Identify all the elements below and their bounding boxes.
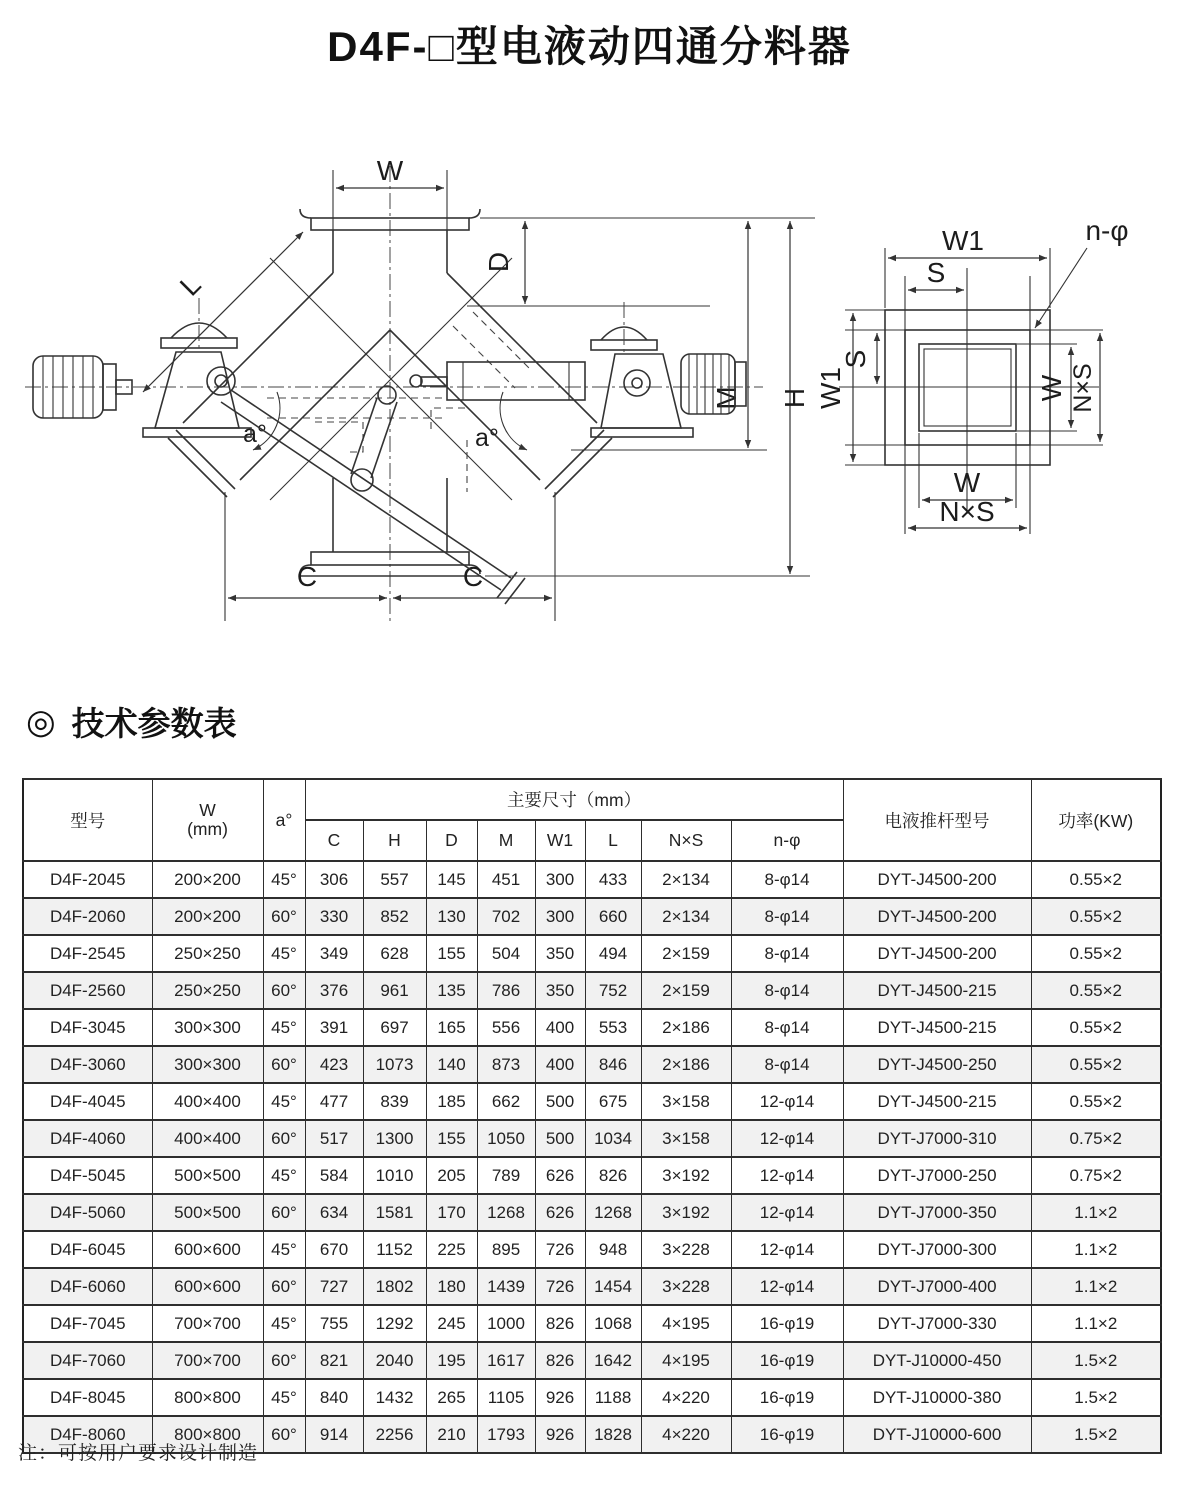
table-cell: DYT-J4500-200 <box>843 935 1031 972</box>
table-cell: 697 <box>363 1009 426 1046</box>
dim-label-w: W <box>376 155 404 186</box>
table-cell: 8-φ14 <box>731 898 843 935</box>
table-cell: 1802 <box>363 1268 426 1305</box>
table-cell: 914 <box>305 1416 363 1453</box>
table-cell: DYT-J4500-215 <box>843 1009 1031 1046</box>
table-cell: D4F-3045 <box>23 1009 152 1046</box>
table-cell: DYT-J10000-380 <box>843 1379 1031 1416</box>
dim-label-d: D <box>483 251 514 273</box>
table-cell: D4F-5060 <box>23 1194 152 1231</box>
table-cell: DYT-J10000-600 <box>843 1416 1031 1453</box>
dim-label-nxs-bottom: N×S <box>939 496 995 527</box>
table-cell: 200×200 <box>152 898 263 935</box>
table-cell: 433 <box>585 861 641 898</box>
table-cell: 873 <box>477 1046 535 1083</box>
table-cell: DYT-J7000-300 <box>843 1231 1031 1268</box>
table-cell: 948 <box>585 1231 641 1268</box>
table-cell: 60° <box>263 1268 305 1305</box>
table-cell: 1188 <box>585 1379 641 1416</box>
table-row <box>23 935 1161 972</box>
table-row <box>23 1268 1161 1305</box>
table-cell: 1581 <box>363 1194 426 1231</box>
section-heading <box>26 698 237 745</box>
table-cell: 800×800 <box>152 1379 263 1416</box>
table-cell: DYT-J7000-310 <box>843 1120 1031 1157</box>
table-cell: D4F-4060 <box>23 1120 152 1157</box>
header-dim-nxs: N×S <box>641 820 731 861</box>
table-cell: 1617 <box>477 1342 535 1379</box>
table-cell: 789 <box>477 1157 535 1194</box>
table-cell: 1152 <box>363 1231 426 1268</box>
header-dim-m: M <box>477 820 535 861</box>
table-cell: 726 <box>535 1231 585 1268</box>
table-cell: 140 <box>426 1046 477 1083</box>
table-row <box>23 861 1161 898</box>
table-cell: 0.55×2 <box>1031 861 1161 898</box>
table-cell: 600×600 <box>152 1268 263 1305</box>
table-cell: DYT-J7000-250 <box>843 1157 1031 1194</box>
table-cell: 1073 <box>363 1046 426 1083</box>
table-cell: 3×228 <box>641 1268 731 1305</box>
table-cell: 300 <box>535 861 585 898</box>
table-cell: 306 <box>305 861 363 898</box>
table-cell: 400 <box>535 1046 585 1083</box>
header-dim-d: D <box>426 820 477 861</box>
table-cell: 250×250 <box>152 935 263 972</box>
table-row <box>23 1342 1161 1379</box>
table-cell: 500×500 <box>152 1157 263 1194</box>
table-cell: D4F-4045 <box>23 1083 152 1120</box>
table-cell: 500 <box>535 1120 585 1157</box>
table-cell: 185 <box>426 1083 477 1120</box>
table-cell: D4F-6060 <box>23 1268 152 1305</box>
left-motor-assembly <box>33 298 525 604</box>
dim-label-h: H <box>779 387 810 409</box>
table-cell: 556 <box>477 1009 535 1046</box>
table-cell: 1068 <box>585 1305 641 1342</box>
header-dim-l: L <box>585 820 641 861</box>
table-cell: 3×192 <box>641 1157 731 1194</box>
table-cell: 60° <box>263 1046 305 1083</box>
dim-label-m: M <box>711 386 742 410</box>
table-cell: 8-φ14 <box>731 935 843 972</box>
table-cell: 2256 <box>363 1416 426 1453</box>
table-cell: D4F-2045 <box>23 861 152 898</box>
table-cell: 600×600 <box>152 1231 263 1268</box>
table-cell: 1268 <box>477 1194 535 1231</box>
table-cell: 16-φ19 <box>731 1379 843 1416</box>
table-cell: 300 <box>535 898 585 935</box>
page-title: D4F-□型电液动四通分料器 <box>327 23 852 70</box>
table-cell: 1268 <box>585 1194 641 1231</box>
table-cell: 1432 <box>363 1379 426 1416</box>
table-cell: 702 <box>477 898 535 935</box>
table-cell: 330 <box>305 898 363 935</box>
table-cell: 145 <box>426 861 477 898</box>
dim-label-c-left: C <box>296 561 318 592</box>
table-cell: 1034 <box>585 1120 641 1157</box>
table-cell: 726 <box>535 1268 585 1305</box>
table-cell: 662 <box>477 1083 535 1120</box>
table-row <box>23 1120 1161 1157</box>
dim-label-c-right: C <box>462 561 484 592</box>
table-cell: 2×186 <box>641 1009 731 1046</box>
section-title: 技术参数表 <box>71 705 237 742</box>
table-cell: D4F-7045 <box>23 1305 152 1342</box>
table-cell: 1300 <box>363 1120 426 1157</box>
table-cell: 1439 <box>477 1268 535 1305</box>
table-cell: 155 <box>426 935 477 972</box>
table-cell: 1.1×2 <box>1031 1305 1161 1342</box>
dim-label-w-right: W <box>1036 374 1067 402</box>
table-cell: 752 <box>585 972 641 1009</box>
bullseye-icon: ◎ <box>26 702 56 741</box>
table-cell: 391 <box>305 1009 363 1046</box>
table-cell: 634 <box>305 1194 363 1231</box>
table-cell: 8-φ14 <box>731 861 843 898</box>
table-cell: 45° <box>263 1305 305 1342</box>
table-cell: 1.5×2 <box>1031 1416 1161 1453</box>
table-cell: 60° <box>263 1194 305 1231</box>
table-cell: 1292 <box>363 1305 426 1342</box>
header-power: 功率(KW) <box>1031 779 1161 861</box>
table-cell: 0.55×2 <box>1031 1083 1161 1120</box>
header-angle: a° <box>263 779 305 861</box>
table-cell: 1105 <box>477 1379 535 1416</box>
table-cell: 584 <box>305 1157 363 1194</box>
table-cell: 300×300 <box>152 1046 263 1083</box>
table-cell: 628 <box>363 935 426 972</box>
table-cell: 1050 <box>477 1120 535 1157</box>
table-cell: 350 <box>535 972 585 1009</box>
table-cell: 200×200 <box>152 861 263 898</box>
table-cell: 60° <box>263 1342 305 1379</box>
table-cell: 675 <box>585 1083 641 1120</box>
table-cell: 926 <box>535 1379 585 1416</box>
table-row <box>23 1194 1161 1231</box>
table-cell: DYT-J4500-215 <box>843 972 1031 1009</box>
table-header <box>23 779 1161 861</box>
table-cell: D4F-3060 <box>23 1046 152 1083</box>
table-cell: 135 <box>426 972 477 1009</box>
table-cell: 451 <box>477 861 535 898</box>
table-cell: 2×159 <box>641 972 731 1009</box>
table-cell: 12-φ14 <box>731 1194 843 1231</box>
table-row <box>23 898 1161 935</box>
table-cell: 350 <box>535 935 585 972</box>
table-cell: 400×400 <box>152 1083 263 1120</box>
table-cell: 670 <box>305 1231 363 1268</box>
table-cell: 45° <box>263 1231 305 1268</box>
table-row <box>23 1231 1161 1268</box>
table-cell: 2×134 <box>641 861 731 898</box>
table-cell: 895 <box>477 1231 535 1268</box>
table-cell: D4F-7060 <box>23 1342 152 1379</box>
table-cell: 45° <box>263 1009 305 1046</box>
table-cell: 60° <box>263 972 305 1009</box>
table-cell: 400 <box>535 1009 585 1046</box>
table-cell: 700×700 <box>152 1305 263 1342</box>
table-cell: 4×220 <box>641 1416 731 1453</box>
table-cell: 349 <box>305 935 363 972</box>
table-cell: 626 <box>535 1157 585 1194</box>
table-cell: 0.55×2 <box>1031 935 1161 972</box>
table-row <box>23 1009 1161 1046</box>
table-cell: 210 <box>426 1416 477 1453</box>
table-cell: D4F-8060 <box>23 1416 152 1453</box>
header-actuator: 电液推杆型号 <box>843 779 1031 861</box>
table-cell: 926 <box>535 1416 585 1453</box>
header-dim-c: C <box>305 820 363 861</box>
table-cell: 250×250 <box>152 972 263 1009</box>
table-cell: 12-φ14 <box>731 1083 843 1120</box>
table-row <box>23 1305 1161 1342</box>
table-cell: 1.1×2 <box>1031 1194 1161 1231</box>
table-cell: DYT-J4500-200 <box>843 898 1031 935</box>
flange-view-drawing <box>815 215 1129 534</box>
table-cell: DYT-J7000-350 <box>843 1194 1031 1231</box>
footnote: 注：可按用户要求设计制造 <box>18 1443 259 1464</box>
table-cell: DYT-J10000-450 <box>843 1342 1031 1379</box>
table-cell: 4×195 <box>641 1342 731 1379</box>
dim-label-n-phi: n-φ <box>1085 215 1129 246</box>
table-cell: 517 <box>305 1120 363 1157</box>
table-cell: 423 <box>305 1046 363 1083</box>
table-row <box>23 1379 1161 1416</box>
table-cell: 727 <box>305 1268 363 1305</box>
table-cell: 1828 <box>585 1416 641 1453</box>
dim-label-s-left: S <box>840 349 871 369</box>
table-row <box>23 1083 1161 1120</box>
table-cell: 1.1×2 <box>1031 1268 1161 1305</box>
header-main-dims: 主要尺寸（mm） <box>305 779 843 820</box>
table-cell: 4×220 <box>641 1379 731 1416</box>
table-cell: 755 <box>305 1305 363 1342</box>
table-cell: 2×134 <box>641 898 731 935</box>
table-cell: DYT-J4500-215 <box>843 1083 1031 1120</box>
table-cell: 1.5×2 <box>1031 1342 1161 1379</box>
table-cell: 826 <box>535 1305 585 1342</box>
table-cell: 504 <box>477 935 535 972</box>
table-cell: 205 <box>426 1157 477 1194</box>
table-cell: 852 <box>363 898 426 935</box>
table-cell: D4F-6045 <box>23 1231 152 1268</box>
dim-label-nxs-right: N×S <box>1069 363 1097 413</box>
table-cell: 170 <box>426 1194 477 1231</box>
table-cell: 626 <box>535 1194 585 1231</box>
table-cell: 3×228 <box>641 1231 731 1268</box>
table-cell: 826 <box>585 1157 641 1194</box>
table-cell: 155 <box>426 1120 477 1157</box>
table-cell: 3×158 <box>641 1083 731 1120</box>
dim-label-l: L <box>173 268 207 302</box>
table-cell: 12-φ14 <box>731 1120 843 1157</box>
table-cell: 180 <box>426 1268 477 1305</box>
table-cell: 225 <box>426 1231 477 1268</box>
header-dim-nphi: n-φ <box>731 820 843 861</box>
table-cell: 12-φ14 <box>731 1157 843 1194</box>
table-cell: D4F-2560 <box>23 972 152 1009</box>
table-cell: 839 <box>363 1083 426 1120</box>
table-cell: 1454 <box>585 1268 641 1305</box>
table-cell: DYT-J7000-330 <box>843 1305 1031 1342</box>
table-cell: 0.75×2 <box>1031 1157 1161 1194</box>
table-cell: D4F-2060 <box>23 898 152 935</box>
table-cell: D4F-5045 <box>23 1157 152 1194</box>
table-cell: 12-φ14 <box>731 1231 843 1268</box>
header-w-mm: W (mm) <box>152 779 263 861</box>
table-cell: 0.55×2 <box>1031 972 1161 1009</box>
table-row <box>23 1046 1161 1083</box>
table-cell: 494 <box>585 935 641 972</box>
table-cell: 245 <box>426 1305 477 1342</box>
table-cell: DYT-J4500-250 <box>843 1046 1031 1083</box>
table-cell: 376 <box>305 972 363 1009</box>
dim-label-w1-top: W1 <box>942 225 984 256</box>
table-cell: 45° <box>263 1379 305 1416</box>
table-cell: 477 <box>305 1083 363 1120</box>
table-cell: 0.55×2 <box>1031 1009 1161 1046</box>
table-cell: 8-φ14 <box>731 1046 843 1083</box>
table-cell: 0.55×2 <box>1031 898 1161 935</box>
table-cell: 16-φ19 <box>731 1305 843 1342</box>
table-cell: 8-φ14 <box>731 972 843 1009</box>
angle-label-right: a° <box>475 424 499 452</box>
header-dim-h: H <box>363 820 426 861</box>
table-cell: 557 <box>363 861 426 898</box>
table-cell: 45° <box>263 861 305 898</box>
table-cell: 3×158 <box>641 1120 731 1157</box>
table-cell: D4F-2545 <box>23 935 152 972</box>
table-cell: 4×195 <box>641 1305 731 1342</box>
table-cell: 1010 <box>363 1157 426 1194</box>
dim-label-w-bottom: W <box>953 467 981 498</box>
technical-drawing <box>15 140 1165 645</box>
table-cell: 60° <box>263 1120 305 1157</box>
table-cell: 265 <box>426 1379 477 1416</box>
table-cell: 45° <box>263 1083 305 1120</box>
table-cell: 300×300 <box>152 1009 263 1046</box>
table-cell: 821 <box>305 1342 363 1379</box>
table-cell: DYT-J7000-400 <box>843 1268 1031 1305</box>
table-cell: 8-φ14 <box>731 1009 843 1046</box>
table-cell: 2040 <box>363 1342 426 1379</box>
table-cell: 16-φ19 <box>731 1416 843 1453</box>
table-row <box>23 972 1161 1009</box>
table-cell: 2×159 <box>641 935 731 972</box>
table-cell: 0.75×2 <box>1031 1120 1161 1157</box>
table-cell: 60° <box>263 1416 305 1453</box>
table-cell: DYT-J4500-200 <box>843 861 1031 898</box>
table-cell: 45° <box>263 1157 305 1194</box>
right-motor-assembly <box>410 302 746 437</box>
table-cell: 3×192 <box>641 1194 731 1231</box>
table-cell: 195 <box>426 1342 477 1379</box>
table-cell: 16-φ19 <box>731 1342 843 1379</box>
table-cell: 12-φ14 <box>731 1268 843 1305</box>
angle-label-left: a° <box>243 420 267 448</box>
table-cell: 660 <box>585 898 641 935</box>
table-row <box>23 1157 1161 1194</box>
front-view-drawing <box>25 155 815 624</box>
table-cell: 500 <box>535 1083 585 1120</box>
table-cell: 840 <box>305 1379 363 1416</box>
table-cell: 700×700 <box>152 1342 263 1379</box>
table-cell: 500×500 <box>152 1194 263 1231</box>
header-dim-w1: W1 <box>535 820 585 861</box>
table-cell: 1793 <box>477 1416 535 1453</box>
table-cell: 1.5×2 <box>1031 1379 1161 1416</box>
header-model: 型号 <box>23 779 152 861</box>
table-cell: 846 <box>585 1046 641 1083</box>
table-cell: 400×400 <box>152 1120 263 1157</box>
params-table-body <box>23 861 1161 1453</box>
table-cell: 0.55×2 <box>1031 1046 1161 1083</box>
table-cell: 1642 <box>585 1342 641 1379</box>
table-cell: D4F-8045 <box>23 1379 152 1416</box>
table-cell: 1.1×2 <box>1031 1231 1161 1268</box>
dim-label-s-top: S <box>926 257 946 288</box>
table-cell: 60° <box>263 898 305 935</box>
table-cell: 961 <box>363 972 426 1009</box>
table-cell: 130 <box>426 898 477 935</box>
dim-label-w1-left: W1 <box>815 367 846 409</box>
table-cell: 786 <box>477 972 535 1009</box>
table-cell: 2×186 <box>641 1046 731 1083</box>
table-cell: 1000 <box>477 1305 535 1342</box>
table-cell: 800×800 <box>152 1416 263 1453</box>
table-cell: 553 <box>585 1009 641 1046</box>
table-cell: 165 <box>426 1009 477 1046</box>
parameters-table <box>22 778 1162 1454</box>
table-cell: 826 <box>535 1342 585 1379</box>
table-cell: 45° <box>263 935 305 972</box>
